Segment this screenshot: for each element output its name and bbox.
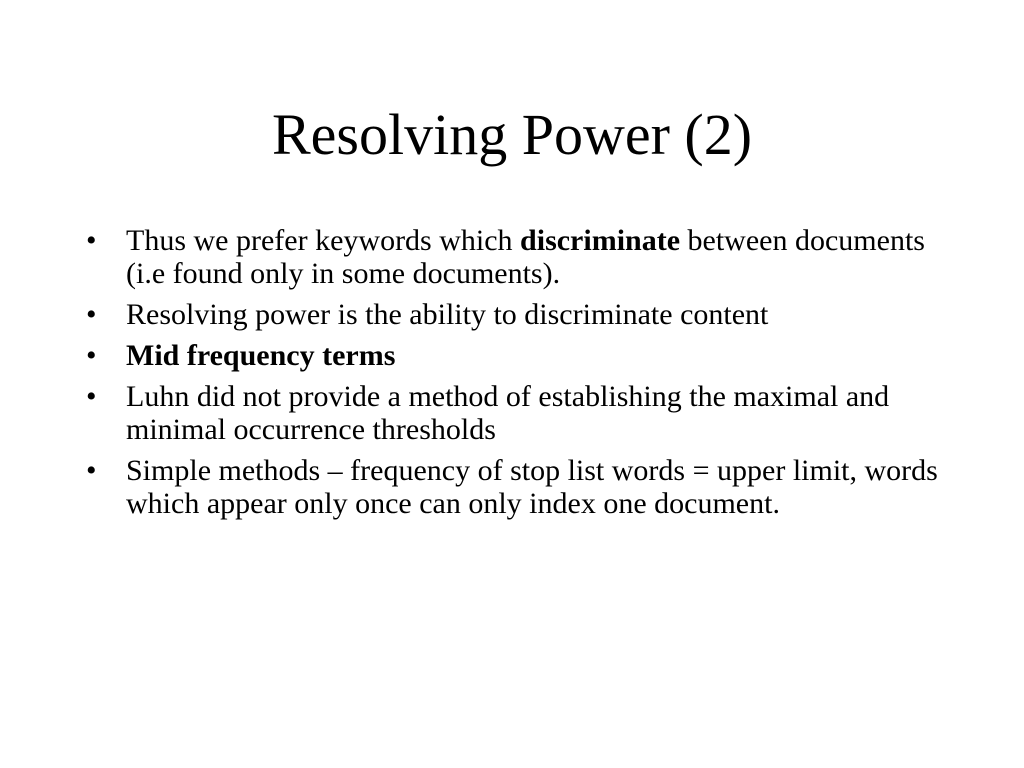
bullet-bold-term: discriminate (520, 224, 681, 257)
bullet-item-luhn (86, 380, 966, 446)
bullet-text (126, 224, 925, 290)
bullet-bold-term: Mid frequency terms (126, 339, 396, 372)
bullet-text: Simple methods – frequency of stop list words = upper limit, words which appear only once can only index one document. (126, 454, 938, 520)
bullet-marker: • (86, 339, 97, 372)
bullet-marker: • (86, 298, 97, 331)
bullet-text-part: Thus we prefer keywords which (126, 224, 521, 257)
bullet-text-part: between documents (i.e found only in some documents). (126, 224, 925, 290)
bullet-marker: • (86, 454, 97, 487)
bullet-marker: • (86, 380, 97, 413)
bullet-list (86, 224, 966, 528)
bullet-text: Resolving power is the ability to discriminate content (126, 298, 769, 331)
bullet-text: Luhn did not provide a method of establishing the maximal and minimal occurrence thresholds (126, 380, 890, 446)
bullet-item-simple-methods (86, 454, 966, 520)
bullet-item-mid-frequency (86, 339, 966, 372)
bullet-marker: • (86, 224, 97, 257)
bullet-item-discriminate (86, 224, 966, 290)
slide-title: Resolving Power (2) (271, 102, 753, 167)
bullet-item-resolving-power (86, 298, 966, 331)
